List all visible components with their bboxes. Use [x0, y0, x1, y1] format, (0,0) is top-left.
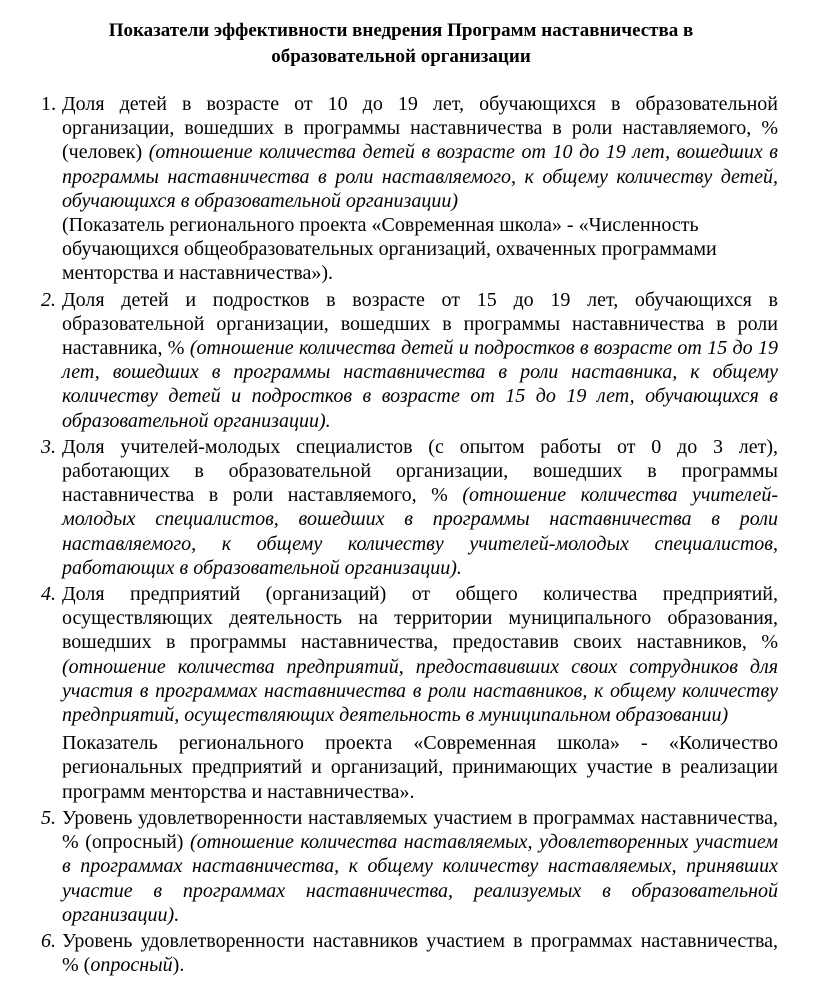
title-line-2: образовательной организации	[271, 46, 531, 67]
item-text: Доля учителей-молодых специалистов (с опытом работы от 0 до 3 лет), работающих в образовательной организации, вошедших в программы наставничества в роли наставляемого, %	[62, 435, 778, 507]
list-item	[24, 92, 778, 286]
item-italic-note: (отношение количества детей и подростков в возрасте от 15 до 19 лет, вошедших в программы наставничества в роли наставника, к общему количеству детей и подростков в возрасте от 15 до 19 лет, обучающихся в образовательной организации).	[62, 337, 778, 432]
item-text: Доля детей в возрасте от 10 до 19 лет, обучающихся в образовательной организации, вошедших в программы наставничества в роли наставляемого, % (человек)	[62, 93, 778, 164]
list-item	[24, 435, 778, 580]
item-italic-note: (отношение количества учителей-молодых специалистов, вошедших в программы наставничества в роли наставляемого, к общему количеству учителей-молодых специалистов, работающих в образовательной организации).	[62, 484, 778, 579]
list-item	[24, 806, 778, 927]
item-number: 1.	[41, 93, 56, 115]
item-number: 5.	[41, 806, 56, 829]
item-regional-note: Показатель регионального проекта «Современная школа» - «Количество региональных предприятий и организаций, принимающих участие в реализации программ менторства и наставничества».	[62, 732, 778, 803]
item-italic-note: (отношение количества наставляемых, удовлетворенных участием в программах наставничества, к общему количеству наставляемых, принявших участие в программах наставничества, реализуемых в образовательной организации).	[62, 831, 778, 926]
item-number: 2.	[41, 288, 56, 311]
item-italic-note: (отношение количества детей в возрасте от 10 до 19 лет, вошедших в программы наставничества в роли наставляемого, к общему количеству детей, обучающихся в образовательной организации)	[62, 141, 778, 212]
item-number: 3.	[41, 435, 56, 458]
item-text: Доля предприятий (организаций) от общего количества предприятий, осуществляющих деятельность на территории муниципального образования, вошедших в программы наставничества, предоставив своих наставников, %	[62, 583, 778, 654]
item-text: Уровень удовлетворенности наставляемых участием в программах наставничества, % (опросный)	[62, 806, 778, 854]
item-after: ).	[172, 954, 185, 977]
list-item	[24, 929, 778, 977]
item-italic-note: (отношение количества предприятий, предоставивших своих сотрудников для участия в программах наставничества в роли наставников, к общему количеству предприятий, осуществляющих деятельность в муниципальном образовании)	[62, 655, 778, 727]
item-italic-note: опросный	[90, 954, 173, 977]
page-title	[24, 18, 778, 70]
indicator-list	[24, 92, 778, 977]
title-line-1: Показатели эффективности внедрения Программ наставничества в	[108, 20, 694, 41]
item-text: Уровень удовлетворенности наставников участием в программах наставничества, % (	[62, 929, 778, 977]
item-regional-note: (Показатель регионального проекта «Современная школа» - «Численность обучающихся общеобразовательных организаций, охваченных программами менторства и наставничества»).	[62, 214, 717, 285]
list-item	[24, 288, 778, 433]
item-text: Доля детей и подростков в возрасте от 15 до 19 лет, обучающихся в образовательной организации, вошедших в программы наставничества в роли наставника, %	[62, 288, 778, 360]
item-number: 4.	[41, 583, 56, 606]
item-number: 6.	[41, 929, 56, 952]
list-item	[24, 582, 778, 804]
